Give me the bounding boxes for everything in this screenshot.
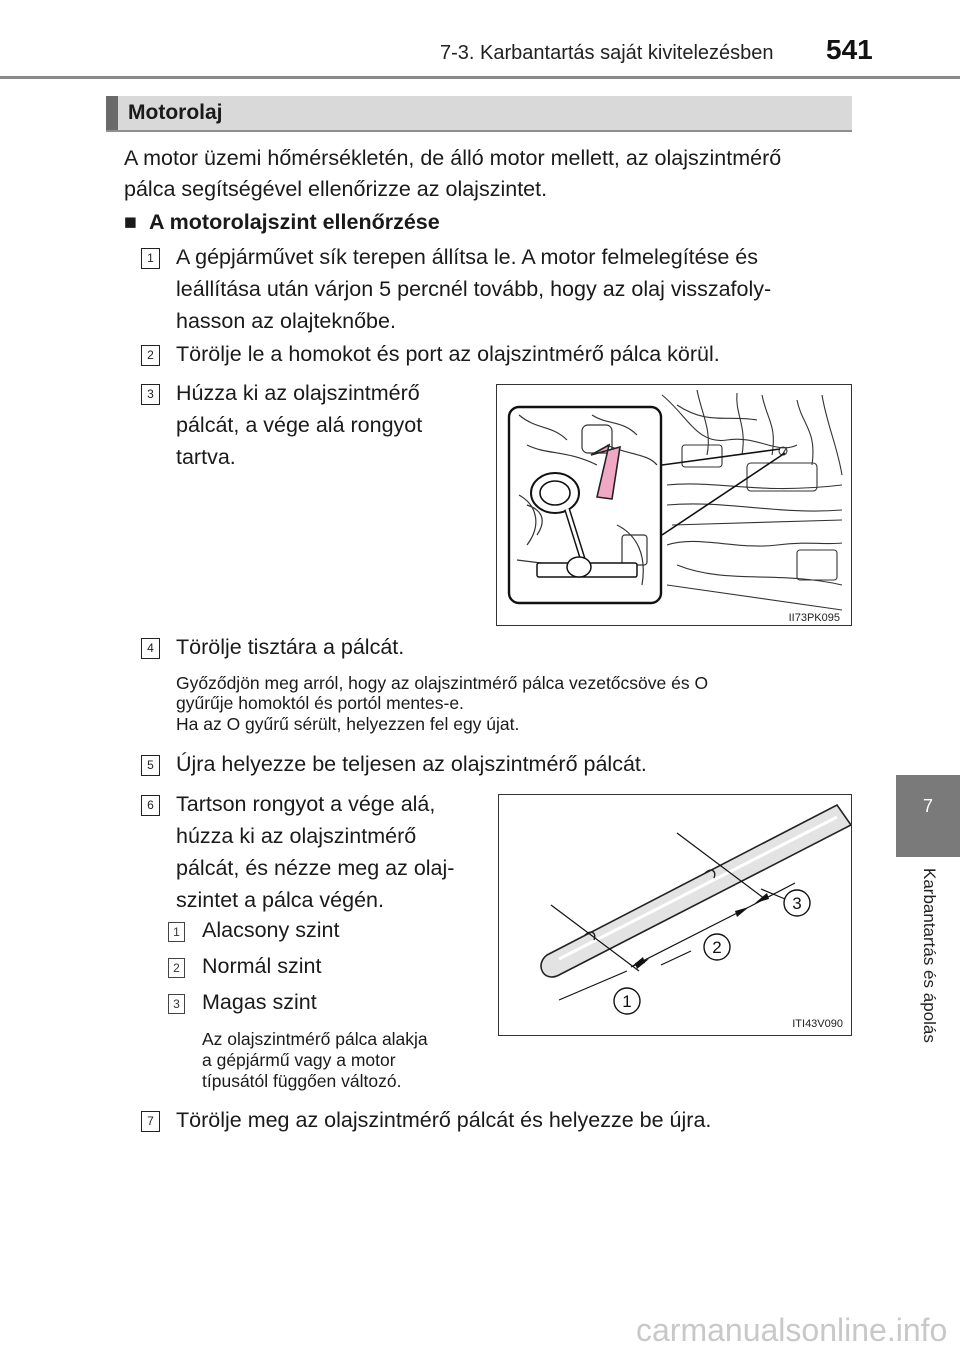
watermark: carmanualsonline.info	[636, 1312, 948, 1348]
section-heading-accent	[106, 96, 118, 130]
step-1-line-3: hasson az olajteknőbe.	[176, 309, 396, 333]
step-number-3: 3	[141, 384, 160, 405]
engine-illustration	[496, 384, 852, 626]
step-6-line-2: húzza ki az olajszintmérő	[176, 824, 417, 848]
step-6-line-1: Tartson rongyot a vége alá,	[176, 792, 436, 816]
dipstick-figure-code: ITI43V090	[792, 1018, 843, 1030]
step-number-5: 5	[141, 755, 160, 776]
step-number-2: 2	[141, 345, 160, 366]
step-6-note-2: a gépjármű vagy a motor	[202, 1050, 396, 1070]
step-4-line-1: Törölje tisztára a pálcát.	[176, 635, 405, 659]
step-4-note-3: Ha az O gyűrű sérült, helyezzen fel egy újat.	[176, 714, 520, 734]
section-heading-bar	[106, 96, 852, 132]
chapter-side-label-text: Karbantartás és ápolás	[920, 868, 939, 1043]
subsection-heading	[124, 206, 440, 238]
header-rule	[0, 76, 960, 79]
step-3-line-1: Húzza ki az olajszintmérő	[176, 381, 420, 405]
callout-1: 1	[622, 992, 632, 1011]
step-number-4: 4	[141, 638, 160, 659]
intro-line-1: A motor üzemi hőmérsékletén, de álló motor mellett, az olajszintmérő	[124, 146, 782, 170]
chapter-side-label	[917, 868, 939, 1078]
step-4-note-2: gyűrűje homoktól és portól mentes-e.	[176, 693, 464, 713]
level-number-2: 2	[168, 958, 185, 978]
subsection-title: A motorolajszint ellenőrzése	[148, 210, 440, 234]
step-5-line-1: Újra helyezze be teljesen az olajszintmérő pálcát.	[176, 752, 647, 776]
step-1-line-2: leállítása után várjon 5 percnél tovább, hogy az olaj visszafoly-	[176, 277, 772, 301]
level-label-high: Magas szint	[202, 990, 317, 1014]
dipstick-drawing	[499, 795, 851, 1035]
engine-figure-code: II73PK095	[788, 612, 840, 624]
level-label-low: Alacsony szint	[202, 918, 340, 942]
level-number-3: 3	[168, 994, 185, 1014]
chapter-number: 7	[922, 796, 933, 816]
step-number-1: 1	[141, 248, 160, 269]
step-3-line-2: pálcát, a vége alá rongyot	[176, 413, 423, 437]
step-6-note-1: Az olajszintmérő pálca alakja	[202, 1029, 428, 1049]
engine-drawing	[497, 385, 851, 625]
running-header: 7-3. Karbantartás saját kivitelezésben	[440, 42, 774, 64]
dipstick-illustration	[498, 794, 852, 1036]
step-6-line-4: szintet a pálca végén.	[176, 888, 384, 912]
step-2-line-1: Törölje le a homokot és port az olajszintmérő pálca körül.	[176, 342, 720, 366]
step-number-6: 6	[141, 795, 160, 816]
intro-line-2: pálca segítségével ellenőrizze az olajszintet.	[124, 177, 548, 201]
level-label-normal: Normál szint	[202, 954, 322, 978]
step-number-7: 7	[141, 1111, 160, 1132]
section-title: Motorolaj	[128, 101, 223, 124]
step-7-line-1: Törölje meg az olajszintmérő pálcát és helyezze be újra.	[176, 1108, 712, 1132]
step-4-note-1: Győződjön meg arról, hogy az olajszintmérő pálca vezetőcsöve és O	[176, 673, 709, 693]
step-3-line-3: tartva.	[176, 445, 236, 469]
callout-2: 2	[712, 938, 722, 957]
subsection-bullet: ■	[124, 210, 137, 234]
step-1-line-1: A gépjárművet sík terepen állítsa le. A motor felmelegítése és	[176, 245, 759, 269]
step-6-line-3: pálcát, és nézze meg az olaj-	[176, 856, 455, 880]
callout-3: 3	[792, 894, 802, 913]
page-number: 541	[826, 34, 873, 65]
step-6-note-3: típusától függően változó.	[202, 1071, 402, 1091]
level-number-1: 1	[168, 922, 185, 942]
